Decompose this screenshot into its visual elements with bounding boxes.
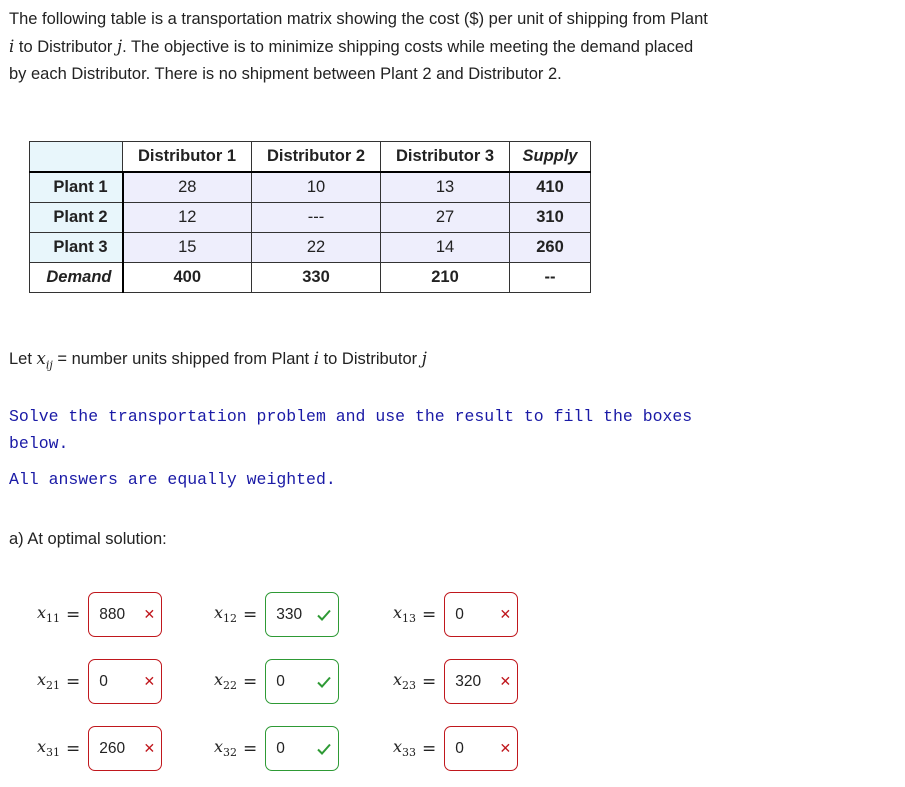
- intro-text-1: The following table is a transportation matrix showing the cost ($) per unit of shipping from Plant: [9, 10, 708, 28]
- let-var-i: i: [313, 349, 319, 368]
- let-var: x: [36, 349, 46, 368]
- let-suffix: to Distributor: [319, 350, 422, 368]
- part-a-heading: a) At optimal solution:: [9, 530, 167, 548]
- header-distributor-3: Distributor 3: [381, 142, 510, 173]
- row-label-plant-3: Plant 3: [30, 233, 123, 263]
- answer-value: 260: [99, 739, 126, 757]
- answer-var: x: [213, 603, 223, 623]
- answer-value: 0: [99, 672, 108, 690]
- answer-var-sub: 13: [402, 612, 416, 626]
- x-mark-icon: ✕: [499, 740, 512, 756]
- instruction-solve: Solve the transportation problem and use the result to fill the boxes below.: [9, 407, 693, 453]
- supply-cell: 260: [510, 233, 591, 263]
- answer-var-sub: 21: [46, 679, 60, 693]
- answer-var: x: [36, 603, 46, 623]
- header-distributor-2: Distributor 2: [252, 142, 381, 173]
- equals-sign: =: [66, 671, 81, 692]
- answer-input[interactable]: [88, 726, 162, 771]
- answer-x31: [16, 726, 162, 771]
- answer-input[interactable]: [88, 659, 162, 704]
- table-cell: 13: [381, 172, 510, 203]
- answer-var-sub: 32: [223, 746, 237, 760]
- let-middle: = number units shipped from Plant: [52, 350, 314, 368]
- answer-label: [372, 603, 416, 625]
- x-mark-icon: ✕: [499, 673, 512, 689]
- answer-value: 0: [455, 739, 464, 757]
- answer-var: x: [392, 737, 402, 757]
- answer-label: [193, 670, 237, 692]
- table-cell: 14: [381, 233, 510, 263]
- answer-label: [16, 737, 60, 759]
- table-header-row: [30, 142, 591, 173]
- answer-var-sub: 33: [402, 746, 416, 760]
- equals-sign: =: [422, 671, 437, 692]
- equals-sign: =: [66, 604, 81, 625]
- answer-value: 0: [276, 672, 285, 690]
- supply-cell: 410: [510, 172, 591, 203]
- supply-cell: 310: [510, 203, 591, 233]
- answer-x33: [372, 726, 518, 771]
- table-cell: 27: [381, 203, 510, 233]
- x-mark-icon: ✕: [143, 740, 156, 756]
- answer-x21: [16, 659, 162, 704]
- x-mark-icon: ✕: [143, 606, 156, 622]
- answer-label: [193, 603, 237, 625]
- problem-intro: [9, 6, 709, 88]
- row-label-demand: Demand: [30, 263, 123, 293]
- x-mark-icon: ✕: [499, 606, 512, 622]
- equals-sign: =: [422, 604, 437, 625]
- answer-var-sub: 31: [46, 746, 60, 760]
- answer-label: [372, 670, 416, 692]
- answer-x22: [193, 659, 339, 704]
- row-label-plant-1: Plant 1: [30, 172, 123, 203]
- equals-sign: =: [422, 738, 437, 759]
- answer-value: 880: [99, 605, 126, 623]
- demand-row: [30, 263, 591, 293]
- answer-input[interactable]: [265, 659, 339, 704]
- answer-input[interactable]: [444, 592, 518, 637]
- let-var-j: j: [421, 349, 427, 368]
- header-distributor-1: Distributor 1: [123, 142, 252, 173]
- answer-value: 0: [455, 605, 464, 623]
- demand-cell: 400: [123, 263, 252, 293]
- answer-value: 320: [455, 672, 482, 690]
- answer-x32: [193, 726, 339, 771]
- answer-var: x: [213, 670, 223, 690]
- equals-sign: =: [243, 671, 258, 692]
- table-cell: 15: [123, 233, 252, 263]
- answer-label: [372, 737, 416, 759]
- answer-var: x: [392, 670, 402, 690]
- demand-supply-cell: --: [510, 263, 591, 293]
- equals-sign: =: [66, 738, 81, 759]
- answer-input[interactable]: [265, 592, 339, 637]
- equals-sign: =: [243, 604, 258, 625]
- variable-definition: [9, 349, 427, 371]
- transportation-matrix: [29, 141, 591, 293]
- instruction-weighting: All answers are equally weighted.: [9, 470, 336, 489]
- let-prefix: Let: [9, 350, 37, 368]
- intro-text-3: . The objective is to minimize shipping costs while meeting the demand placed by each Distributor. There is no shipment between Plant 2 and Distributor 2.: [9, 38, 694, 83]
- table-corner-cell: [30, 142, 123, 173]
- table-cell: ---: [252, 203, 381, 233]
- answer-value: 330: [276, 605, 303, 623]
- answer-label: [16, 603, 60, 625]
- answer-var: x: [213, 737, 223, 757]
- answer-input[interactable]: [88, 592, 162, 637]
- check-mark-icon: [316, 608, 332, 622]
- answer-x12: [193, 592, 339, 637]
- answer-label: [193, 737, 237, 759]
- answer-label: [16, 670, 60, 692]
- answer-var: x: [36, 670, 46, 690]
- answer-x11: [16, 592, 162, 637]
- table-cell: 10: [252, 172, 381, 203]
- answer-input[interactable]: [265, 726, 339, 771]
- answer-var-sub: 11: [46, 612, 60, 626]
- demand-cell: 330: [252, 263, 381, 293]
- answer-input[interactable]: [444, 726, 518, 771]
- answer-var: x: [36, 737, 46, 757]
- answer-input[interactable]: [444, 659, 518, 704]
- table-cell: 22: [252, 233, 381, 263]
- answer-var-sub: 23: [402, 679, 416, 693]
- let-var-sub: ij: [45, 358, 53, 372]
- table-cell: 12: [123, 203, 252, 233]
- table-cell: 28: [123, 172, 252, 203]
- check-mark-icon: [316, 675, 332, 689]
- check-mark-icon: [316, 742, 332, 756]
- answer-var-sub: 12: [223, 612, 237, 626]
- answer-x13: [372, 592, 518, 637]
- table-row: [30, 203, 591, 233]
- intro-var-j: j: [116, 37, 123, 56]
- answer-var: x: [392, 603, 402, 623]
- table-row: [30, 172, 591, 203]
- answer-value: 0: [276, 739, 285, 757]
- header-supply: Supply: [510, 142, 591, 173]
- demand-cell: 210: [381, 263, 510, 293]
- intro-text-2: to Distributor: [14, 38, 117, 56]
- intro-var-i: i: [9, 37, 15, 56]
- answer-x23: [372, 659, 518, 704]
- table-row: [30, 233, 591, 263]
- answer-var-sub: 22: [223, 679, 237, 693]
- x-mark-icon: ✕: [143, 673, 156, 689]
- row-label-plant-2: Plant 2: [30, 203, 123, 233]
- equals-sign: =: [243, 738, 258, 759]
